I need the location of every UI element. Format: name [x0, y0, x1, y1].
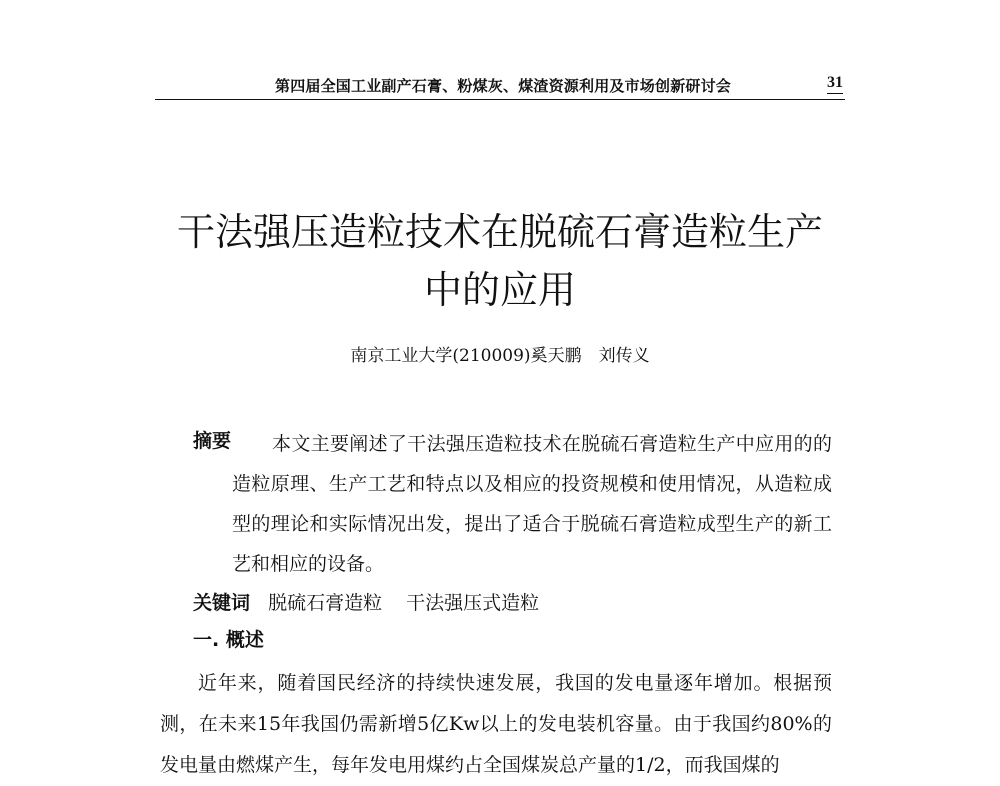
keywords-label: 关键词	[193, 592, 251, 614]
running-title: 第四届全国工业副产石膏、粉煤灰、煤渣资源利用及市场创新研讨会	[275, 77, 732, 95]
page-number: 31	[827, 74, 843, 94]
body-paragraph: 近年来，随着国民经济的持续快速发展，我国的发电量逐年增加。根据预测，在未来15年我国仍需新增5亿Kw以上的发电装机容量。由于我国约80%的发电量由燃煤产生，每年发电用煤约占全国煤炭总产量的1/2，而我国煤的	[160, 672, 832, 776]
abstract-label: 摘要	[193, 430, 232, 452]
article-title: 干法强压造粒技术在脱硫石膏造粒生产中的应用	[176, 210, 823, 313]
keyword-item: 干法强压式造粒	[406, 592, 540, 614]
keyword-item: 脱硫石膏造粒	[268, 592, 383, 614]
keywords-line	[193, 588, 557, 615]
abstract-text: 本文主要阐述了干法强压造粒技术在脱硫石膏造粒生产中应用的的造粒原理、生产工艺和特点以及相应的投资规模和使用情况，从造粒成型的理论和实际情况出发，提出了适合于脱硫石膏造粒成型生产的新工艺和相应的设备。	[232, 433, 832, 575]
author-line: 南京工业大学(210009)奚天鹏 刘传义	[350, 346, 650, 366]
section-heading: 一. 概述	[193, 629, 264, 651]
running-header	[155, 75, 845, 100]
